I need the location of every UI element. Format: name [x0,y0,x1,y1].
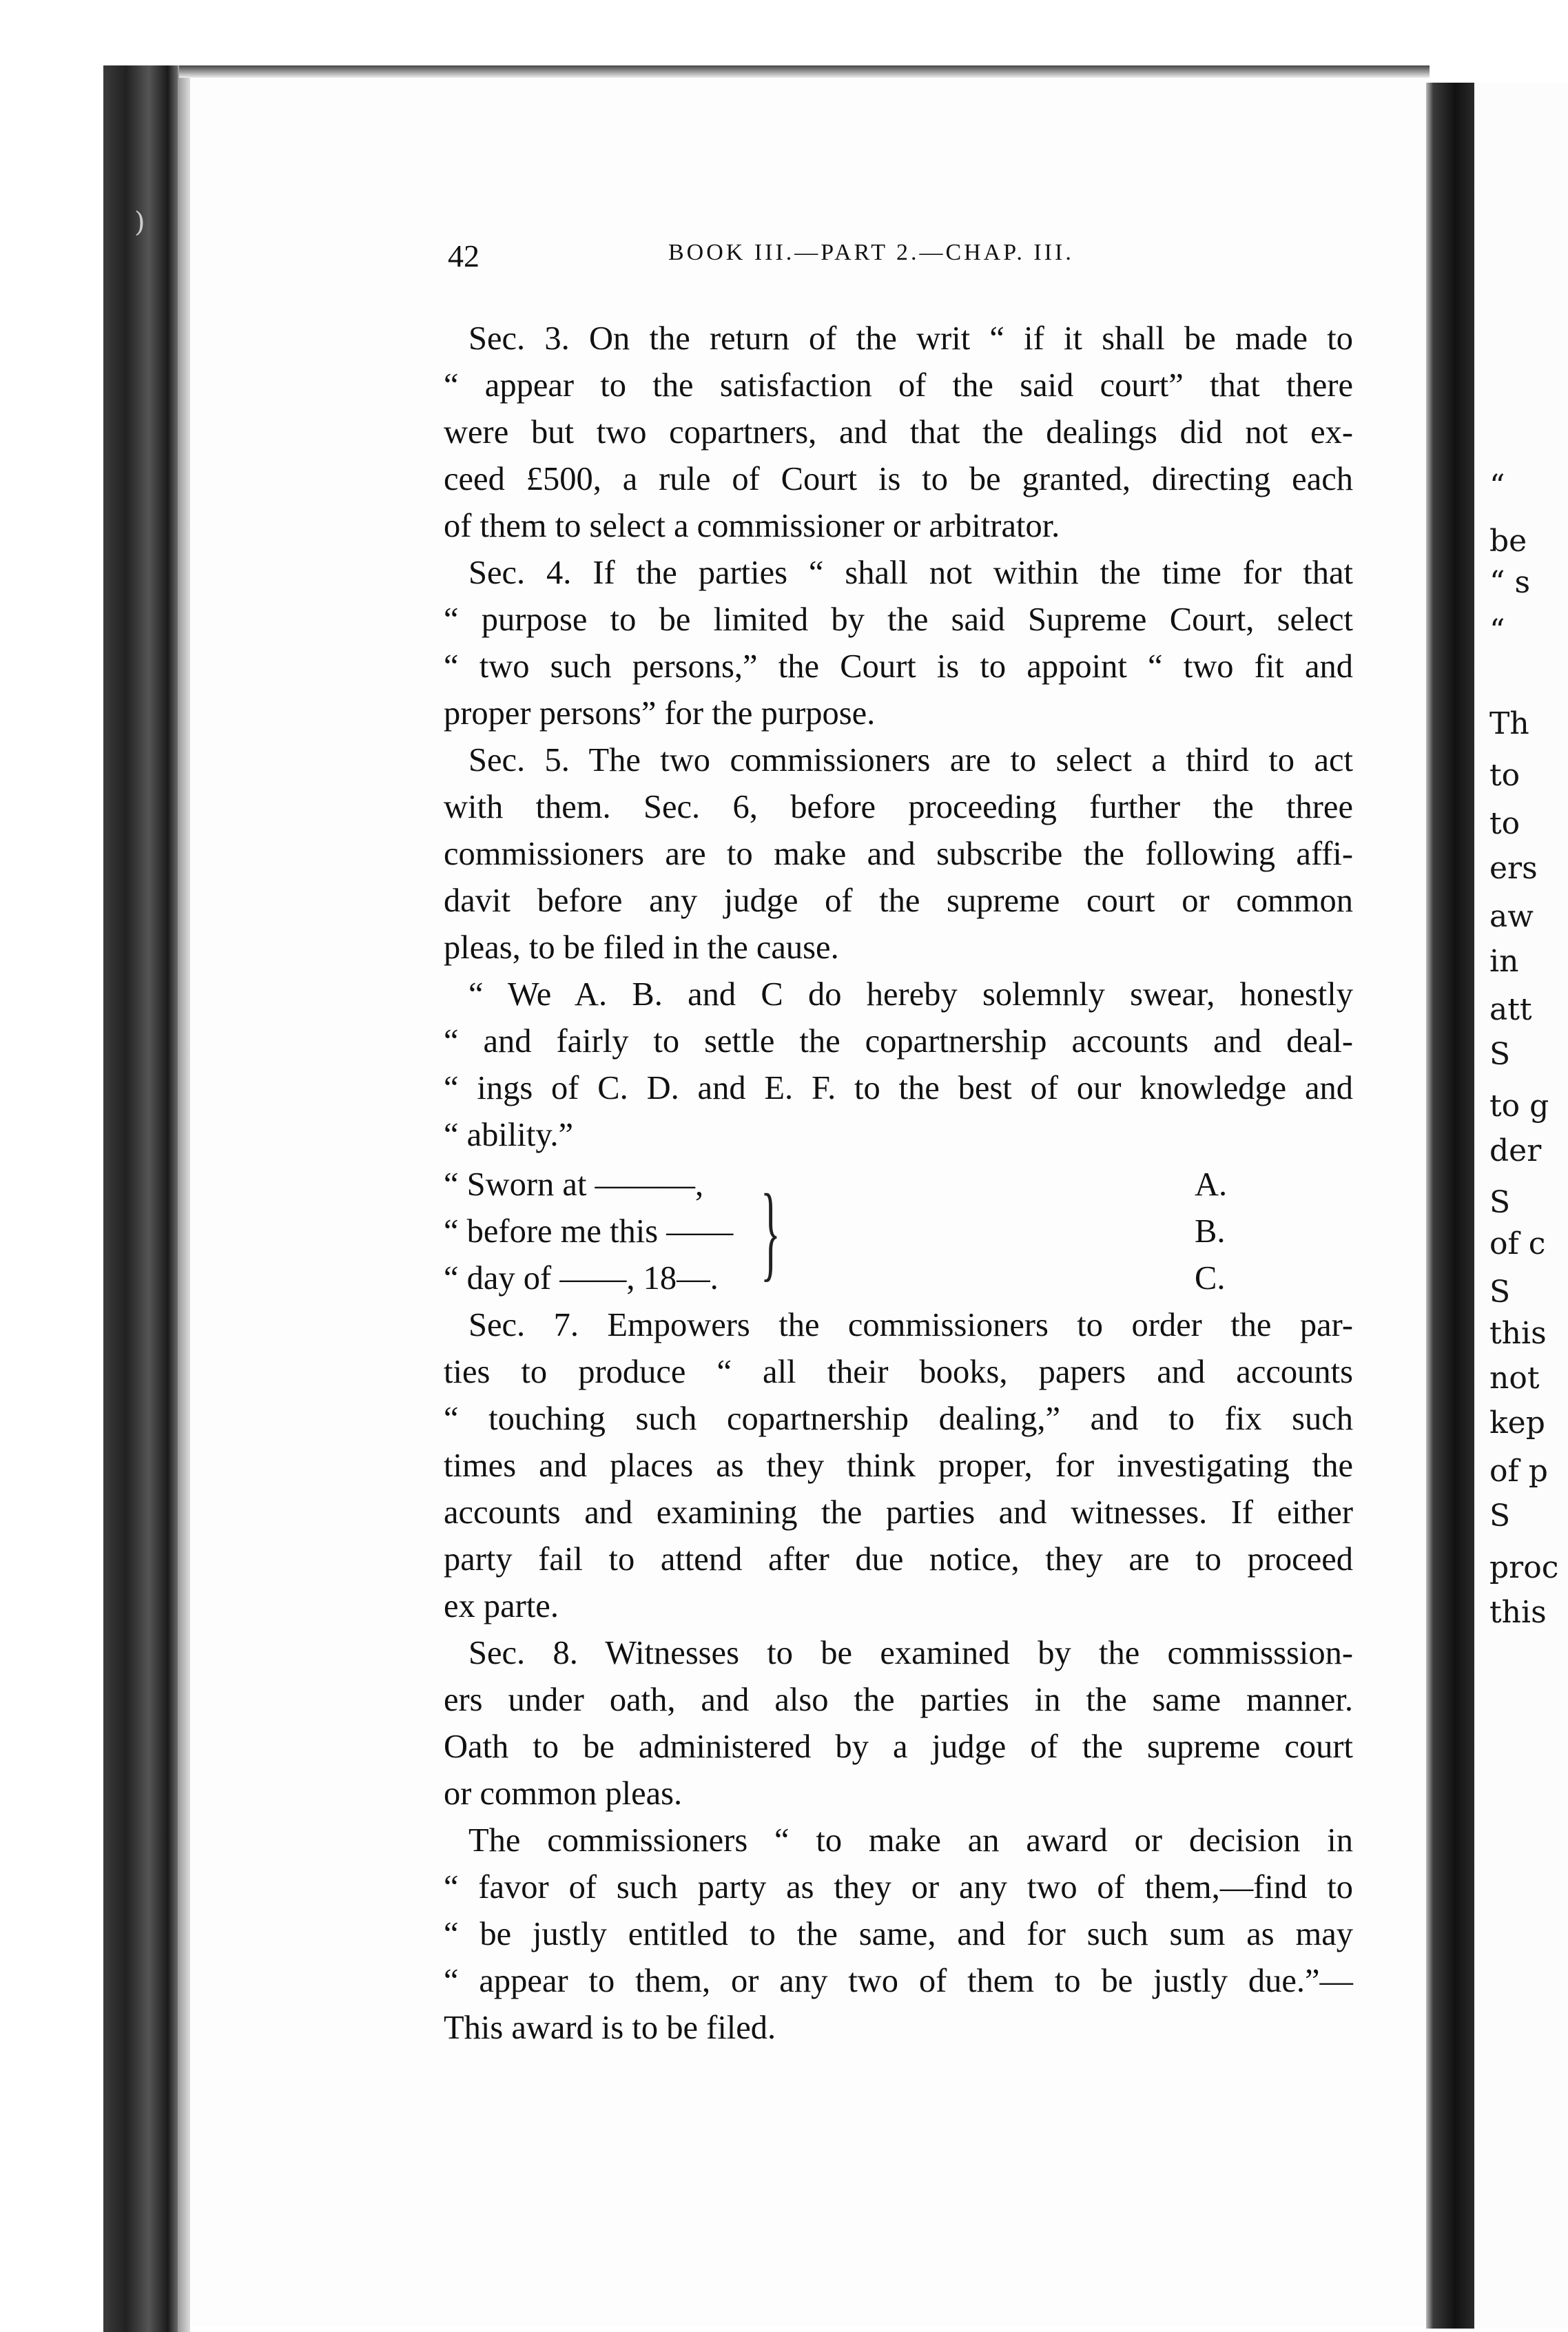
facing-page-text: of c [1489,1226,1546,1261]
sec7-line: party fail to attend after due notice, they are to proceed [444,1541,1353,1578]
award-line: “ favor of such party as they or any two of them,—find to [444,1869,1353,1906]
signatory: A. [1195,1166,1228,1203]
book-spine-left [103,65,179,2332]
facing-page-text: kep [1489,1405,1545,1441]
facing-page-text: aw [1489,899,1534,934]
oath-line: “ ability.” [444,1117,574,1153]
sec8-line: Oath to be administered by a judge of the supreme court [444,1729,1353,1765]
oath-line: “ ings of C. D. and E. F. to the best of our knowledge and [444,1070,1353,1106]
sec7-line: accounts and examining the parties and witnesses. If either [444,1494,1353,1531]
signatory: C. [1195,1260,1226,1297]
sec3-line: “ appear to the satisfaction of the said court” that there [444,367,1353,404]
sec7-line: times and places as they think proper, for investigating the [444,1447,1353,1484]
facing-page-fragment [1474,83,1568,2329]
oath-line: “ and fairly to settle the copartnership accounts and deal- [444,1023,1353,1060]
sec8-line: ers under oath, and also the parties in the same manner. [444,1682,1353,1718]
sec5-line: with them. Sec. 6, before proceeding further the three [444,789,1353,825]
sec5-line: pleas, to be filed in the cause. [444,929,839,966]
facing-page-text: proc [1489,1550,1559,1585]
oath-line: “ We A. B. and C do hereby solemnly swear, honestly [468,976,1353,1013]
award-line: The commissioners “ to make an award or decision in [468,1822,1353,1859]
margin-bracket-mark: ) [134,207,145,238]
jurat-line: “ before me this —— [444,1213,734,1250]
facing-page-text: be [1489,524,1527,559]
facing-page-text: S [1489,1498,1511,1534]
facing-page-text: ers [1489,851,1538,886]
facing-page-text: this [1489,1595,1547,1630]
facing-page-text: to g [1489,1088,1549,1124]
running-head: BOOK III.—PART 2.—CHAP. III. [668,240,1074,265]
sec7-line: Sec. 7. Empowers the commissioners to order the par- [468,1307,1353,1343]
facing-page-text: in [1489,944,1519,979]
award-line: This award is to be filed. [444,2010,776,2046]
sec4-line: Sec. 4. If the parties “ shall not within the time for that [468,555,1353,591]
sec8-line: Sec. 8. Witnesses to be examined by the commisssion- [468,1635,1353,1671]
sec4-line: “ two such persons,” the Court is to appoint “ two fit and [444,648,1353,685]
facing-page-text: S [1489,1037,1511,1072]
facing-page-text: not [1489,1361,1540,1396]
sec4-line: “ purpose to be limited by the said Supreme Court, select [444,601,1353,638]
sec7-line: “ touching such copartnership dealing,” and to fix such [444,1401,1353,1437]
award-line: “ be justly entitled to the same, and for such sum as may [444,1916,1353,1952]
facing-page-text: S [1489,1275,1511,1310]
sec4-line: proper persons” for the purpose. [444,695,876,732]
facing-page-text: “ [1489,613,1505,648]
facing-page-text: Th [1489,706,1529,741]
sec5-line: commissioners are to make and subscribe the following affi- [444,836,1353,872]
facing-page-text: to [1489,758,1520,793]
jurat-brace: } [761,1173,781,1291]
sec5-line: davit before any judge of the supreme court or common [444,883,1353,919]
sec3-line: Sec. 3. On the return of the writ “ if it shall be made to [468,320,1353,357]
jurat-line: “ Sworn at ———, [444,1166,704,1203]
award-line: “ appear to them, or any two of them to be justly due.”— [444,1963,1353,1999]
facing-page-text: to [1489,806,1520,841]
book-gutter-right [1426,83,1474,2329]
page-top-shadow [179,65,1430,78]
sec7-line: ties to produce “ all their books, papers and accounts [444,1354,1353,1390]
signatory: B. [1195,1213,1226,1250]
facing-page-text: att [1489,992,1532,1027]
sec3-line: were but two copartners, and that the dealings did not ex- [444,414,1353,451]
facing-page-text: this [1489,1316,1547,1351]
page-number: 42 [448,238,479,274]
jurat-block [444,1162,1353,1302]
facing-page-text: S [1489,1185,1511,1220]
facing-page-text: “ [1489,468,1505,504]
facing-page-text: of p [1489,1454,1548,1489]
sec7-line: ex parte. [444,1588,559,1624]
page-body [444,316,1353,2052]
facing-page-text: der [1489,1133,1542,1168]
facing-page-text: “ s [1489,565,1531,600]
sec5-line: Sec. 5. The two commissioners are to select a third to act [468,742,1353,778]
jurat-line: “ day of ——, 18—. [444,1260,719,1297]
sec3-line: of them to select a commissioner or arbitrator. [444,508,1060,544]
page-edge-left [178,65,190,2332]
sec3-line: ceed £500, a rule of Court is to be granted, directing each [444,461,1353,497]
sec8-line: or common pleas. [444,1775,683,1812]
